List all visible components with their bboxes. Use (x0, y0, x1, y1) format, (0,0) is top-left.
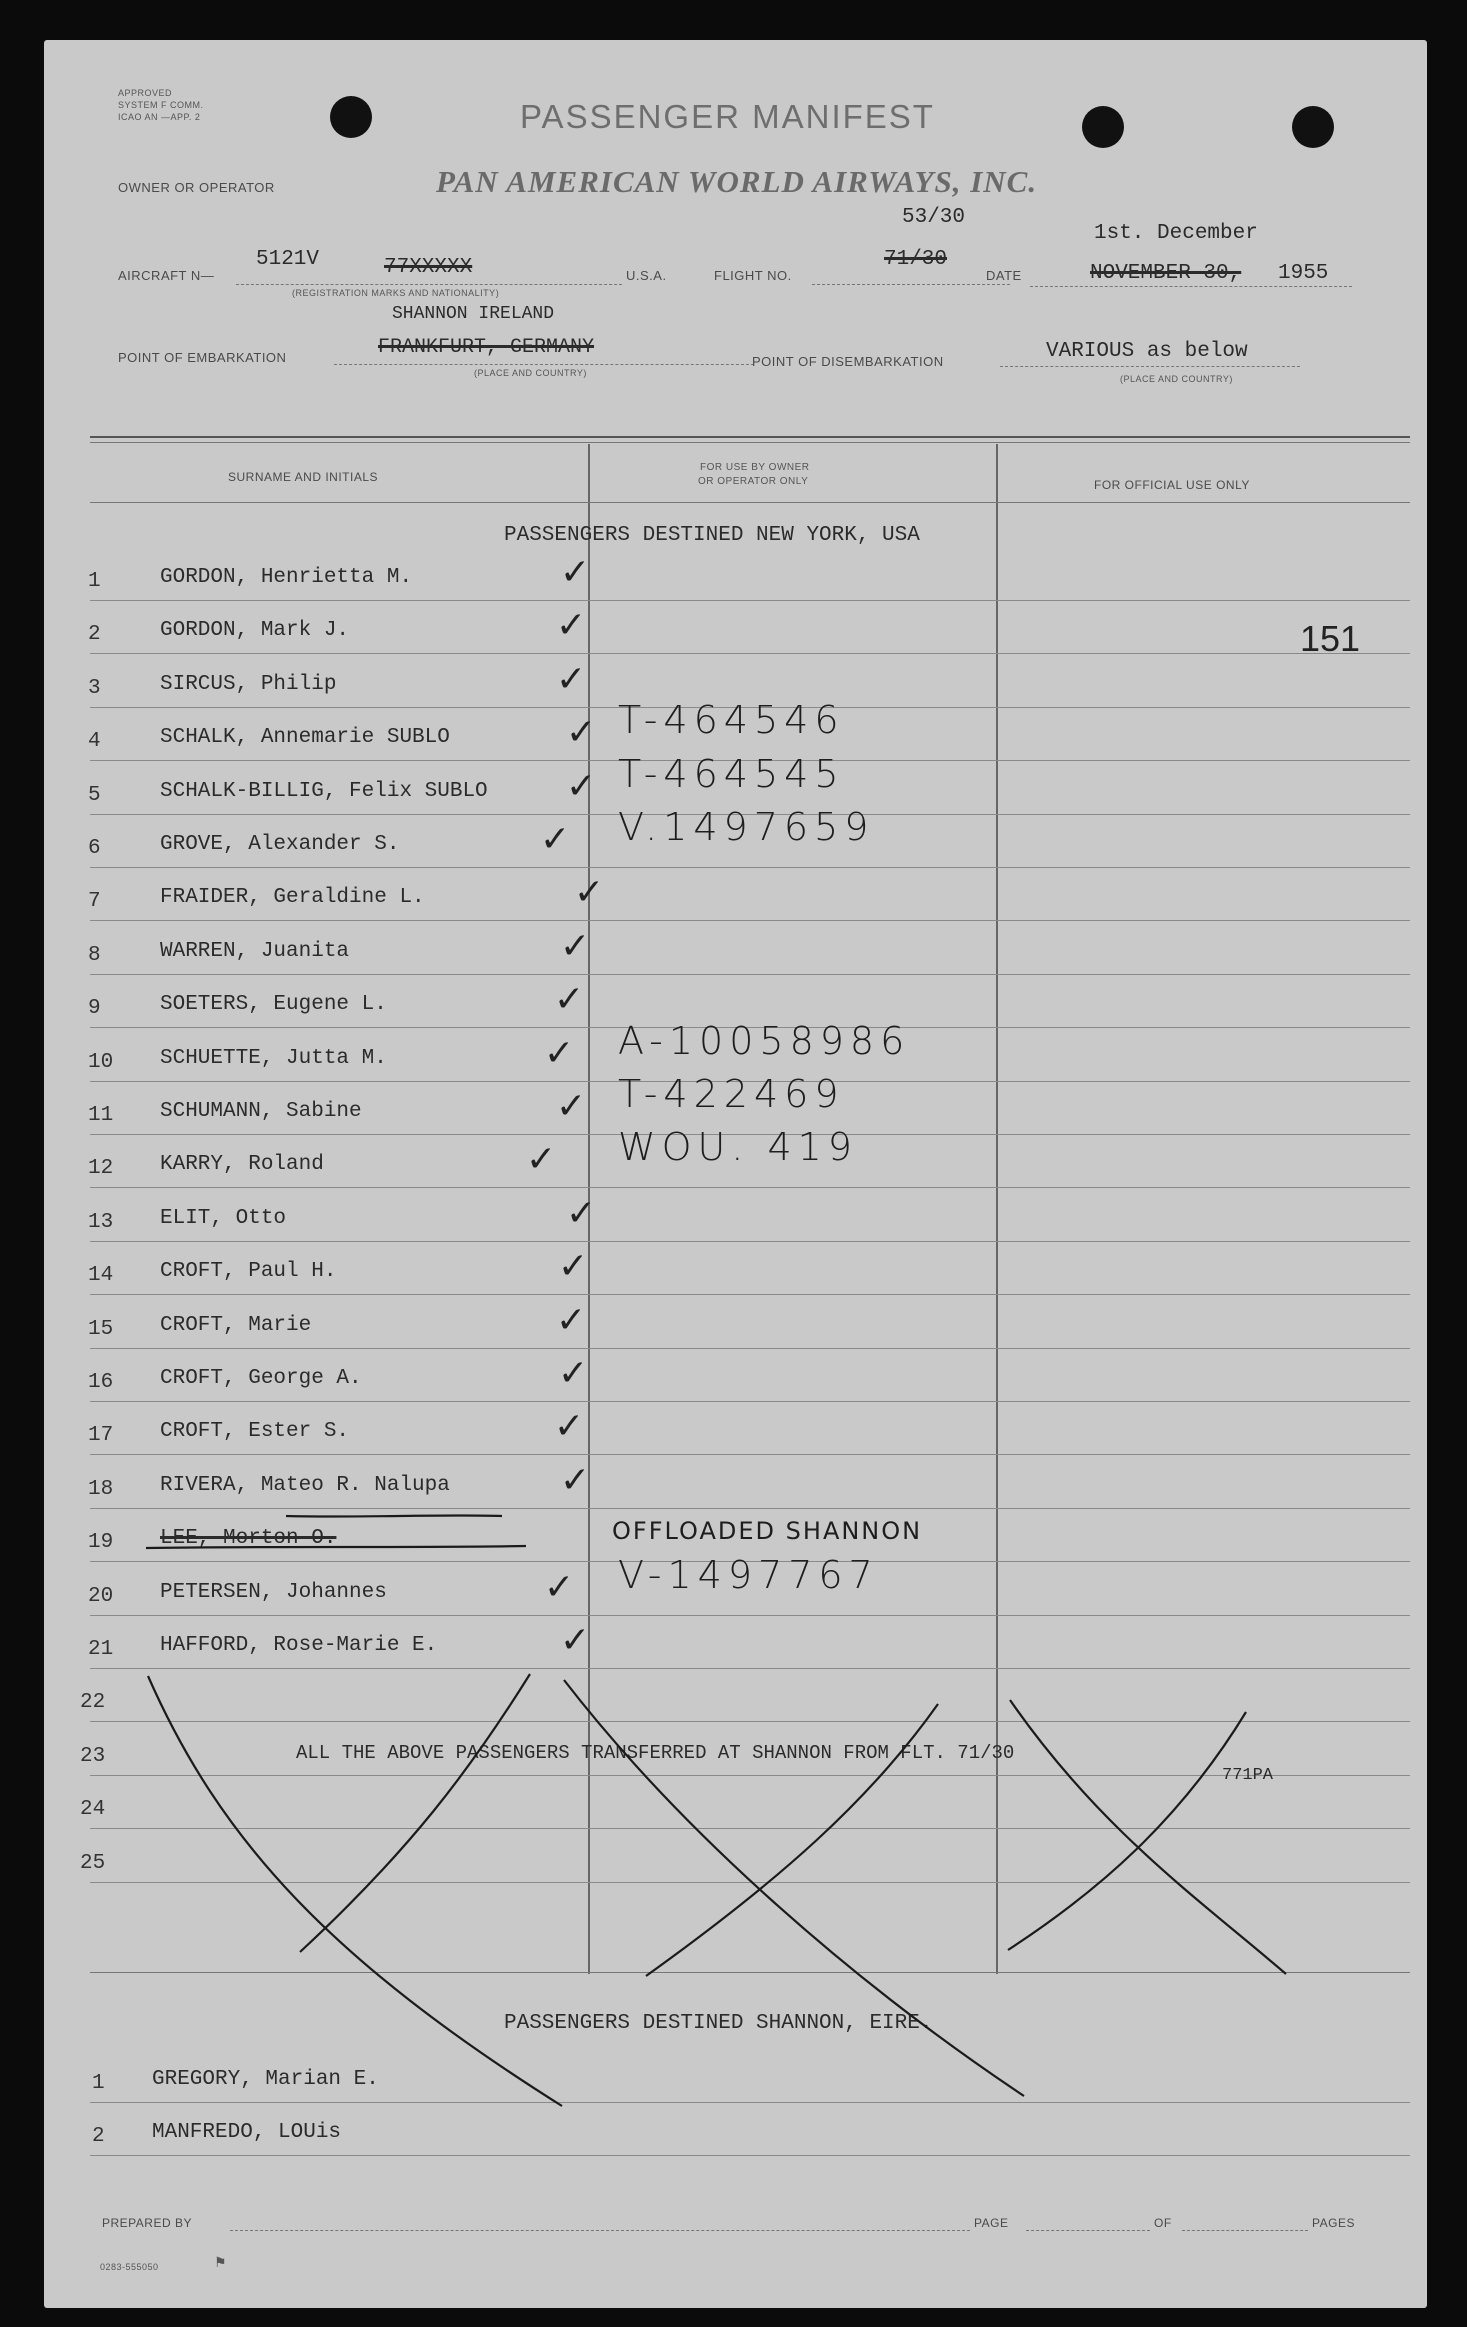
passenger-name: SCHUMANN, Sabine (160, 1100, 362, 1123)
handwritten-doc-number: T-464546 (618, 698, 845, 743)
aircraft-label: AIRCRAFT N— (118, 268, 215, 283)
row-number: 4 (88, 730, 101, 754)
checkmark-icon: ✓ (558, 1353, 589, 1394)
passenger-name: LEE, Morton O. (160, 1527, 337, 1551)
passenger-name: CROFT, Ester S. (160, 1420, 350, 1444)
handwritten-doc-number: T-464545 (618, 751, 845, 796)
checkmark-icon: ✓ (560, 1620, 591, 1661)
checkmark-icon: ✓ (544, 1566, 575, 1608)
row-number: 9 (88, 997, 101, 1021)
row-number: 18 (88, 1477, 114, 1501)
checkmark-icon: ✓ (556, 658, 587, 700)
passenger-name: SIRCUS, Philip (160, 672, 337, 696)
registration-caption: (REGISTRATION MARKS AND NATIONALITY) (292, 288, 500, 298)
passenger-name: GORDON, Henrietta M. (160, 566, 413, 589)
embark-value-top: SHANNON IRELAND (392, 304, 555, 324)
passenger-name: PETERSEN, Johannes (160, 1580, 387, 1604)
row-number: 20 (88, 1584, 114, 1608)
row-number: 15 (88, 1317, 114, 1341)
passenger-name: KARRY, Roland (160, 1153, 324, 1177)
checkmark-icon: ✓ (556, 1086, 587, 1127)
lee-strikeline (146, 1546, 526, 1548)
checkmark-icon: ✓ (526, 1139, 557, 1181)
col-surname-header: SURNAME AND INITIALS (228, 470, 379, 484)
passenger-name: WARREN, Juanita (160, 939, 350, 963)
page-label: PAGE (974, 2216, 1009, 2230)
checkmark-icon: ✓ (540, 819, 571, 860)
flight-label: FLIGHT NO. (714, 268, 792, 283)
checkmark-icon: ✓ (558, 1246, 589, 1288)
disembark-value: VARIOUS as below (1046, 340, 1248, 363)
passenger-name: ELIT, Otto (160, 1206, 287, 1230)
official-stamp: 151 (1300, 618, 1361, 659)
row-number: 5 (88, 783, 101, 807)
handwritten-doc-number: A-10058986 (618, 1018, 911, 1063)
row-number: 24 (80, 1798, 106, 1822)
row-number: 19 (88, 1531, 114, 1555)
date-value-top: 1st. December (1094, 222, 1258, 245)
row-number: 11 (88, 1104, 114, 1127)
aircraft-value: 5121V (256, 248, 320, 271)
owner-label: OWNER OR OPERATOR (118, 180, 275, 195)
row-number: 23 (80, 1744, 106, 1768)
row-number: 2 (88, 623, 101, 647)
checkmark-icon: ✓ (566, 765, 597, 807)
row-number: 1 (92, 2072, 105, 2095)
row-number: 2 (92, 2125, 105, 2148)
passenger-name: GREGORY, Marian E. (152, 2068, 379, 2091)
page-title: PASSENGER MANIFEST (520, 98, 935, 135)
approval-line-3: ICAO AN —APP. 2 (118, 112, 201, 122)
cross-out-stroke (646, 1704, 938, 1976)
passenger-name: GROVE, Alexander S. (160, 833, 400, 856)
owner-value: PAN AMERICAN WORLD AIRWAYS, INC. (436, 164, 1038, 199)
passenger-name: CROFT, Paul H. (160, 1260, 337, 1284)
flight-value-top: 53/30 (902, 206, 966, 229)
row-number: 8 (88, 943, 101, 967)
transfer-note: ALL THE ABOVE PASSENGERS TRANSFERRED AT SHANNON FROM FLT. 71/30 (296, 1742, 1015, 1764)
handwritten-doc-number: T-422469 (618, 1072, 845, 1116)
usa-label: U.S.A. (626, 268, 667, 283)
embark-label: POINT OF EMBARKATION (118, 350, 287, 365)
passenger-name: FRAIDER, Geraldine L. (160, 886, 425, 910)
form-code: 0283-555050 (100, 2262, 159, 2272)
of-label: OF (1154, 2216, 1172, 2230)
rivera-underline (286, 1515, 502, 1516)
row-number: 16 (88, 1371, 114, 1394)
pages-label: PAGES (1312, 2216, 1355, 2230)
passenger-name: CROFT, George A. (160, 1367, 362, 1390)
date-value-struck: NOVEMBER 30, (1090, 262, 1242, 285)
cross-out-stroke (300, 1674, 530, 1952)
checkmark-icon: ✓ (554, 979, 585, 1021)
stamp-mark-icon: ⚑ (214, 2254, 228, 2270)
passenger-name: HAFFORD, Rose-Marie E. (160, 1634, 438, 1657)
cross-out-stroke (564, 1680, 1024, 2096)
place-caption-right: (PLACE AND COUNTRY) (1120, 374, 1233, 384)
passenger-name: SCHUETTE, Jutta M. (160, 1046, 387, 1070)
row-number: 6 (88, 837, 101, 860)
row-number: 14 (88, 1264, 114, 1288)
row-number: 21 (88, 1638, 114, 1661)
checkmark-icon: ✓ (560, 925, 591, 967)
handwritten-doc-number: WOU. 419 (618, 1125, 858, 1170)
row-number: 1 (88, 570, 101, 593)
row-number: 10 (88, 1050, 114, 1074)
cross-out-stroke (148, 1676, 562, 2106)
passenger-name: SCHALK-BILLIG, Felix SUBLO (160, 779, 488, 803)
section-ny-heading: PASSENGERS DESTINED NEW YORK, USA (504, 524, 920, 547)
disembark-label: POINT OF DISEMBARKATION (752, 354, 944, 369)
col-owner-header-1: FOR USE BY OWNER (700, 462, 810, 473)
row-number: 22 (80, 1691, 106, 1715)
approval-line-2: SYSTEM F COMM. (118, 100, 204, 110)
row-number: 13 (88, 1210, 114, 1234)
checkmark-icon: ✓ (560, 1459, 591, 1501)
col-official-header: FOR OFFICIAL USE ONLY (1094, 478, 1250, 492)
checkmark-icon: ✓ (544, 1032, 575, 1074)
row-number: 25 (80, 1851, 106, 1875)
checkmark-icon: ✓ (554, 1406, 585, 1448)
col-owner-header-2: OR OPERATOR ONLY (698, 476, 809, 487)
prepared-label: PREPARED BY (102, 2216, 192, 2230)
checkmark-icon: ✓ (560, 552, 591, 593)
handwritten-doc-number: V.1497659 (618, 805, 875, 849)
date-label: DATE (986, 268, 1022, 283)
checkmark-icon: ✓ (556, 1299, 587, 1341)
approval-line-1: APPROVED (118, 88, 173, 98)
checkmark-icon: ✓ (574, 872, 605, 914)
checkmark-icon: ✓ (556, 605, 587, 647)
row-number: 7 (88, 890, 101, 914)
cross-out-stroke (1008, 1712, 1246, 1950)
date-year: 1955 (1278, 262, 1329, 285)
row-number: 12 (88, 1157, 114, 1181)
row-number: 17 (88, 1424, 114, 1448)
place-caption-left: (PLACE AND COUNTRY) (474, 368, 587, 378)
handwritten-doc-number: OFFLOADED SHANNON (612, 1517, 923, 1546)
checkmark-icon: ✓ (566, 1192, 597, 1234)
passenger-name: MANFREDO, LOUis (152, 2121, 342, 2144)
passenger-name: CROFT, Marie (160, 1313, 312, 1337)
passenger-name: SOETERS, Eugene L. (160, 993, 387, 1017)
passenger-name: RIVERA, Mateo R. Nalupa (160, 1473, 450, 1497)
transfer-code: 771PA (1222, 1766, 1274, 1785)
embark-value-struck: FRANKFURT, GERMANY (378, 336, 595, 359)
section-shannon-heading: PASSENGERS DESTINED SHANNON, EIRE. (504, 2012, 933, 2035)
handwritten-doc-number: V-1497767 (618, 1552, 879, 1597)
flight-value-struck: 71/30 (884, 248, 948, 271)
passenger-name: SCHALK, Annemarie SUBLO (160, 726, 450, 750)
aircraft-struck: 77XXXXX (384, 256, 473, 279)
passenger-name: GORDON, Mark J. (160, 619, 350, 643)
row-number: 3 (88, 676, 101, 700)
checkmark-icon: ✓ (566, 712, 597, 754)
